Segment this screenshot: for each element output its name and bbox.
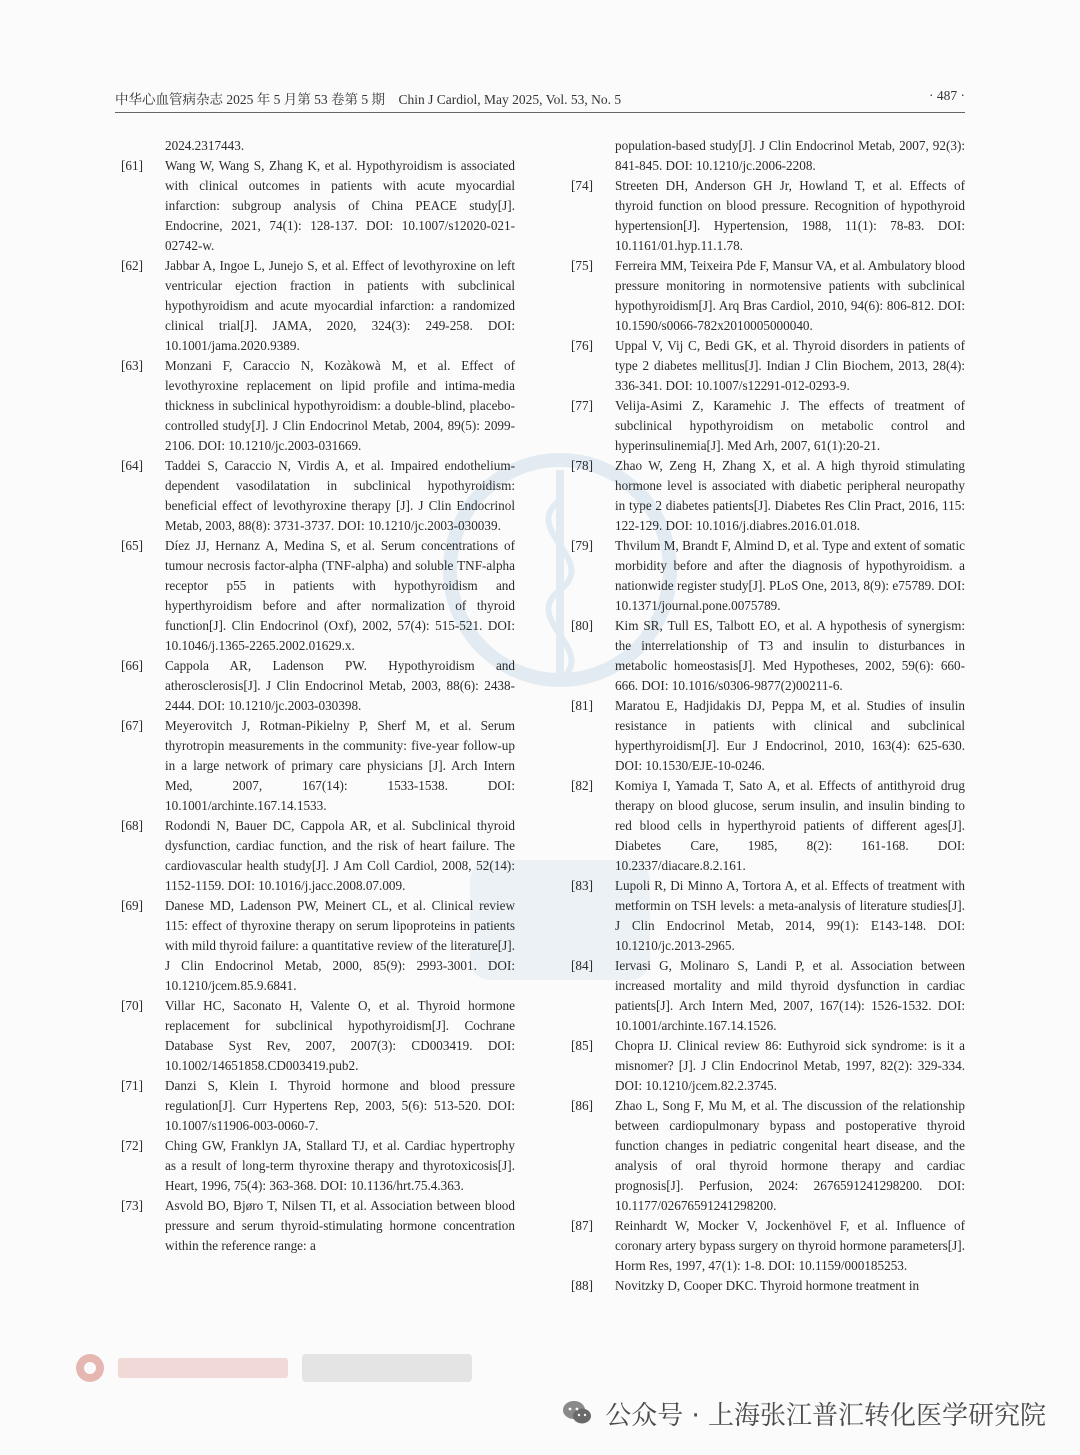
reference-text: Taddei S, Caraccio N, Virdis A, et al. Impaired endothelium-dependent vasodilatation in subclinical hypothyroidism: beneficial effect of levothyroxine therapy [J]. J Clin Endocrinol Metab, 2003, 88(8): 3731-3737. DOI: 10.1210/jc.2003-030039. <box>165 458 515 533</box>
reference-number: [87] <box>571 1218 593 1233</box>
reference-83 <box>565 876 965 956</box>
reference-number: [74] <box>571 178 593 193</box>
reference-text: Streeten DH, Anderson GH Jr, Howland T, et al. Effects of thyroid function on blood pressure. Recognition of hypothyroid hypertension[J]. Hypertension, 1988, 11(1): 78-83. DOI: 10.1161/01.hyp.11.1.78. <box>615 178 965 253</box>
reference-73 <box>115 1196 515 1256</box>
reference-61 <box>115 156 515 256</box>
reference-text: Meyerovitch J, Rotman-Pikielny P, Sherf M, et al. Serum thyrotropin measurements in the community: five-year follow-up in a large network of primary care physicians [J]. Arch Intern Med, 2007, 167(14): 1533-1538. DOI: 10.1001/archinte.167.14.1533. <box>165 718 515 813</box>
reference-text: Jabbar A, Ingoe L, Junejo S, et al. Effect of levothyroxine on left ventricular ejection fraction in patients with subclinical hypothyroidism and acute myocardial infarction: a randomized clinical trial[J]. JAMA, 2020, 324(3): 249-258. DOI: 10.1001/jama.2020.9389. <box>165 258 515 353</box>
reference-number: [63] <box>121 358 143 373</box>
reference-text: Wang W, Wang S, Zhang K, et al. Hypothyroidism is associated with clinical outcomes in patients with acute myocardial infarction: subgroup analysis of China PEACE study[J]. Endocrine, 2021, 74(1): 128-137. DOI: 10.1007/s12020-021-02742-w. <box>165 158 515 253</box>
reference-number: [79] <box>571 538 593 553</box>
reference-number: [86] <box>571 1098 593 1113</box>
reference-75 <box>565 256 965 336</box>
reference-text: Asvold BO, Bjøro T, Nilsen TI, et al. Association between blood pressure and serum thyroid-stimulating hormone concentration within the reference range: a <box>165 1198 515 1253</box>
reference-text: Ching GW, Franklyn JA, Stallard TJ, et al. Cardiac hypertrophy as a result of long-term thyroxine therapy and thyrotoxicosis[J]. Heart, 1996, 75(4): 363-368. DOI: 10.1136/hrt.75.4.363. <box>165 1138 515 1193</box>
reference-text: Thvilum M, Brandt F, Almind D, et al. Type and extent of somatic morbidity before and after the diagnosis of hypothyroidism. a nationwide register study[J]. PLoS One, 2013, 8(9): e75789. DOI: 10.1371/journal.pone.0075789. <box>615 538 965 613</box>
reference-63 <box>115 356 515 456</box>
reference-number: [68] <box>121 818 143 833</box>
reference-number: [77] <box>571 398 593 413</box>
reference-88 <box>565 1276 965 1296</box>
reference-text: Díez JJ, Hernanz A, Medina S, et al. Serum concentrations of tumour necrosis factor-alpha (TNF-alpha) and soluble TNF-alpha receptor p55 in patients with hypothyroidism and hyperthyroidism before and after normalization of thyroid function[J]. Clin Endocrinol (Oxf), 2002, 57(4): 515-521. DOI: 10.1046/j.1365-2265.2002.01629.x. <box>165 538 515 653</box>
reference-text: Zhao W, Zeng H, Zhang X, et al. A high thyroid stimulating hormone level is associated with diabetic peripheral neuropathy in type 2 diabetes patients[J]. Diabetes Res Clin Pract, 2016, 115: 122-129. DOI: 10.1016/j.diabres.2016.01.018. <box>615 458 965 533</box>
reference-number: [65] <box>121 538 143 553</box>
reference-86 <box>565 1096 965 1216</box>
reference-text: Danese MD, Ladenson PW, Meinert CL, et al. Clinical review 115: effect of thyroxine therapy on serum lipoproteins in patients with mild thyroid failure: a quantitative review of the literature[J]. J Clin Endocrinol Metab, 2000, 85(9): 2993-3001. DOI: 10.1210/jcem.85.9.6841. <box>165 898 515 993</box>
reference-67 <box>115 716 515 816</box>
reference-continued <box>565 136 965 176</box>
reference-number: [81] <box>571 698 593 713</box>
reference-number: [84] <box>571 958 593 973</box>
reference-80 <box>565 616 965 696</box>
reference-number: [61] <box>121 158 143 173</box>
reference-72 <box>115 1136 515 1196</box>
reference-text: Cappola AR, Ladenson PW. Hypothyroidism and atherosclerosis[J]. J Clin Endocrinol Metab, 2003, 88(6): 2438-2444. DOI: 10.1210/jc.2003-030398. <box>165 658 515 713</box>
reference-number: [78] <box>571 458 593 473</box>
references-right-column <box>565 136 965 1296</box>
reference-62 <box>115 256 515 356</box>
publisher-logo-icon <box>70 1348 490 1388</box>
reference-number: [75] <box>571 258 593 273</box>
reference-text: Maratou E, Hadjidakis DJ, Peppa M, et al. Studies of insulin resistance in patients with clinical and subclinical hyperthyroidism[J]. Eur J Endocrinol, 2010, 163(4): 625-630. DOI: 10.1530/EJE-10-0246. <box>615 698 965 773</box>
reference-number: [70] <box>121 998 143 1013</box>
reference-text: Chopra IJ. Clinical review 86: Euthyroid sick syndrome: is it a misnomer? [J]. J Clin Endocrinol Metab, 1997, 82(2): 329-334. DOI: 10.1210/jcem.82.2.3745. <box>615 1038 965 1093</box>
reference-text: 2024.2317443. <box>165 138 245 153</box>
reference-text: Reinhardt W, Mocker V, Jockenhövel F, et al. Influence of coronary artery bypass surgery on thyroid hormone parameters[J]. Horm Res, 1997, 47(1): 1-8. DOI: 10.1159/000185253. <box>615 1218 965 1273</box>
reference-continued <box>115 136 515 156</box>
reference-number: [76] <box>571 338 593 353</box>
wechat-icon <box>561 1397 593 1429</box>
reference-number: [67] <box>121 718 143 733</box>
reference-number: [88] <box>571 1278 593 1293</box>
reference-69 <box>115 896 515 996</box>
reference-text: population-based study[J]. J Clin Endocrinol Metab, 2007, 92(3): 841-845. DOI: 10.1210/jc.2006-2208. <box>615 138 965 173</box>
reference-number: [66] <box>121 658 143 673</box>
reference-number: [71] <box>121 1078 143 1093</box>
reference-text: Rodondi N, Bauer DC, Cappola AR, et al. Subclinical thyroid dysfunction, cardiac function, and the risk of heart failure. The cardiovascular health study[J]. J Am Coll Cardiol, 2008, 52(14): 1152-1159. DOI: 10.1016/j.jacc.2008.07.009. <box>165 818 515 893</box>
reference-number: [62] <box>121 258 143 273</box>
reference-number: [82] <box>571 778 593 793</box>
reference-text: Novitzky D, Cooper DKC. Thyroid hormone treatment in <box>615 1278 920 1293</box>
reference-text: Zhao L, Song F, Mu M, et al. The discussion of the relationship between cardiopulmonary bypass and postoperative thyroid function changes in pediatric congenital heart disease, and the analysis of oral thyroid hormone therapy and cardiac prognosis[J]. Perfusion, 2024: 2676591241298200. DOI: 10.1177/02676591241298200. <box>615 1098 965 1213</box>
reference-64 <box>115 456 515 536</box>
reference-text: Velija-Asimi Z, Karamehic J. The effects of treatment of subclinical hypothyroidism on metabolic control and hyperinsulinemia[J]. Med Arh, 2007, 61(1):20-21. <box>615 398 965 453</box>
reference-number: [83] <box>571 878 593 893</box>
reference-number: [73] <box>121 1198 143 1213</box>
journal-header: 中华心血管病杂志 2025 年 5 月第 53 卷第 5 期 Chin J Cardiol, May 2025, Vol. 53, No. 5 <box>115 92 622 107</box>
reference-text: Kim SR, Tull ES, Talbott EO, et al. A hypothesis of synergism: the interrelationship of T3 and insulin to disturbances in metabolic homeostasis[J]. Med Hypotheses, 2002, 59(6): 660-666. DOI: 10.1016/s0306-9877(2)00211-6. <box>615 618 965 693</box>
header-divider <box>115 112 965 113</box>
reference-66 <box>115 656 515 716</box>
reference-77 <box>565 396 965 456</box>
wechat-account-label: 公众号 · 上海张江普汇转化医学研究院 <box>605 1400 1046 1431</box>
reference-text: Villar HC, Saconato H, Valente O, et al. Thyroid hormone replacement for subclinical hypothyroidism[J]. Cochrane Database Syst Rev, 2007, 2007(3): CD003419. DOI: 10.1002/14651858.CD003419.pub2. <box>165 998 515 1073</box>
references-left-column <box>115 136 515 1256</box>
reference-74 <box>565 176 965 256</box>
reference-85 <box>565 1036 965 1096</box>
reference-text: Uppal V, Vij C, Bedi GK, et al. Thyroid disorders in patients of type 2 diabetes mellitus[J]. Indian J Clin Biochem, 2013, 28(4): 336-341. DOI: 10.1007/s12291-012-0293-9. <box>615 338 965 393</box>
reference-number: [85] <box>571 1038 593 1053</box>
reference-number: [69] <box>121 898 143 913</box>
reference-82 <box>565 776 965 876</box>
reference-65 <box>115 536 515 656</box>
reference-76 <box>565 336 965 396</box>
reference-number: [72] <box>121 1138 143 1153</box>
reference-text: Ferreira MM, Teixeira Pde F, Mansur VA, et al. Ambulatory blood pressure monitoring in normotensive patients with subclinical hypothyroidism[J]. Arq Bras Cardiol, 2010, 94(6): 806-812. DOI: 10.1590/s0066-782x2010005000040. <box>615 258 965 333</box>
reference-68 <box>115 816 515 896</box>
reference-text: Komiya I, Yamada T, Sato A, et al. Effects of antithyroid drug therapy on blood glucose, serum insulin, and insulin binding to red blood cells in hyperthyroid patients of different ages[J]. Diabetes Care, 1985, 8(2): 161-168. DOI: 10.2337/diacare.8.2.161. <box>615 778 965 873</box>
wechat-official-account[interactable] <box>561 1393 1046 1433</box>
reference-81 <box>565 696 965 776</box>
reference-text: Lupoli R, Di Minno A, Tortora A, et al. Effects of treatment with metformin on TSH levels: a meta-analysis of literature studies[J]. J Clin Endocrinol Metab, 2014, 99(1): E143-148. DOI: 10.1210/jc.2013-2965. <box>615 878 965 953</box>
reference-text: Monzani F, Caraccio N, Kozàkowà M, et al. Effect of levothyroxine replacement on lipid profile and intima-media thickness in subclinical hypothyroidism: a double-blind, placebo-controlled study[J]. J Clin Endocrinol Metab, 2004, 89(5): 2099-2106. DOI: 10.1210/jc.2003-031669. <box>165 358 515 453</box>
reference-70 <box>115 996 515 1076</box>
reference-text: Iervasi G, Molinaro S, Landi P, et al. Association between increased mortality and mild thyroid dysfunction in cardiac patients[J]. Arch Intern Med, 2007, 167(14): 1526-1532. DOI: 10.1001/archinte.167.14.1526. <box>615 958 965 1033</box>
reference-78 <box>565 456 965 536</box>
page-number: · 487 · <box>929 88 965 103</box>
reference-84 <box>565 956 965 1036</box>
reference-text: Danzi S, Klein I. Thyroid hormone and blood pressure regulation[J]. Curr Hypertens Rep, 2003, 5(6): 513-520. DOI: 10.1007/s11906-003-0060-7. <box>165 1078 515 1133</box>
reference-number: [80] <box>571 618 593 633</box>
reference-number: [64] <box>121 458 143 473</box>
reference-87 <box>565 1216 965 1276</box>
reference-71 <box>115 1076 515 1136</box>
reference-79 <box>565 536 965 616</box>
running-header <box>115 88 965 108</box>
